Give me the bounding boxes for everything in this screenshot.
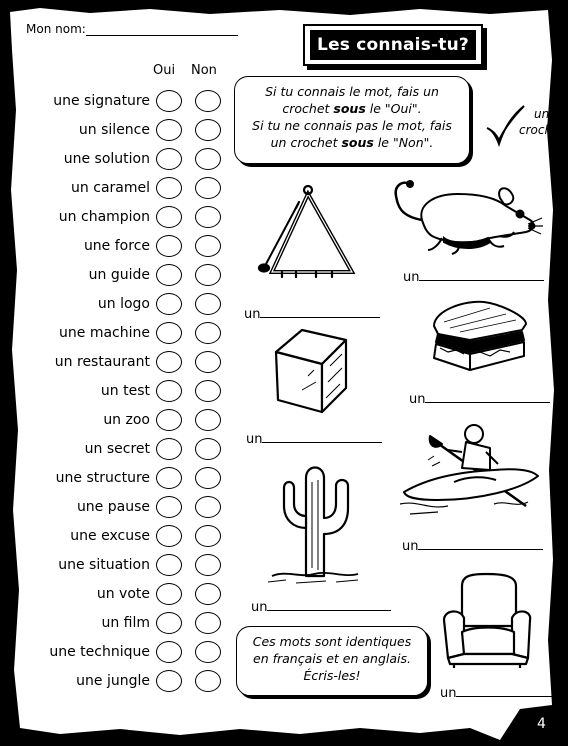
- non-bubble[interactable]: [195, 148, 221, 170]
- non-bubble[interactable]: [195, 206, 221, 228]
- oui-bubble[interactable]: [156, 119, 182, 141]
- instructions-line: Si tu connais le mot, fais un: [265, 84, 439, 99]
- word-label: une structure: [55, 470, 150, 486]
- answer-line-1[interactable]: un: [244, 305, 380, 322]
- non-bubble[interactable]: [195, 409, 221, 431]
- instructions-line: un crochet sous le "Non".: [270, 135, 434, 150]
- word-label: un logo: [97, 296, 150, 312]
- oui-bubble[interactable]: [156, 670, 182, 692]
- oui-bubble[interactable]: [156, 322, 182, 344]
- page-number: 4: [537, 716, 546, 732]
- word-label: une jungle: [76, 673, 150, 689]
- oui-bubble[interactable]: [156, 467, 182, 489]
- cactus-icon: [266, 458, 362, 586]
- non-bubble[interactable]: [195, 525, 221, 547]
- note-line: en français et en anglais.: [253, 651, 411, 666]
- note-line: Écris-les!: [303, 668, 361, 683]
- answer-line-6[interactable]: un: [402, 537, 543, 554]
- oui-bubble[interactable]: [156, 264, 182, 286]
- name-field[interactable]: [86, 35, 238, 36]
- note-box: [236, 626, 428, 696]
- armchair-icon: [440, 572, 534, 668]
- non-bubble[interactable]: [195, 467, 221, 489]
- word-label: une force: [83, 238, 150, 254]
- answer-line-7[interactable]: un: [440, 684, 556, 701]
- word-label: une technique: [49, 644, 150, 660]
- sandwich-icon: [430, 298, 530, 380]
- word-label: un silence: [78, 122, 150, 138]
- word-label: une pause: [76, 499, 150, 515]
- word-label: une situation: [58, 557, 150, 573]
- non-bubble[interactable]: [195, 90, 221, 112]
- note-line: Ces mots sont identiques: [252, 634, 412, 649]
- non-bubble[interactable]: [195, 322, 221, 344]
- oui-bubble[interactable]: [156, 90, 182, 112]
- oui-bubble[interactable]: [156, 380, 182, 402]
- page-title: Les connais-tu?: [310, 30, 476, 60]
- kayak-icon: [398, 420, 546, 522]
- oui-bubble[interactable]: [156, 235, 182, 257]
- non-bubble[interactable]: [195, 235, 221, 257]
- word-label: une excuse: [70, 528, 150, 544]
- instructions-line: crochet sous le "Oui".: [282, 101, 422, 116]
- word-label: un guide: [88, 267, 150, 283]
- word-label: une solution: [63, 151, 150, 167]
- oui-bubble[interactable]: [156, 525, 182, 547]
- word-label: un film: [101, 615, 150, 631]
- non-bubble[interactable]: [195, 641, 221, 663]
- rat-icon: [388, 176, 544, 262]
- non-bubble[interactable]: [195, 612, 221, 634]
- non-bubble[interactable]: [195, 119, 221, 141]
- word-label: une signature: [53, 93, 150, 109]
- non-bubble[interactable]: [195, 670, 221, 692]
- word-label: un champion: [58, 209, 150, 225]
- oui-bubble[interactable]: [156, 177, 182, 199]
- answer-line-2[interactable]: un: [403, 268, 544, 285]
- word-label: un vote: [96, 586, 150, 602]
- oui-bubble[interactable]: [156, 148, 182, 170]
- oui-bubble[interactable]: [156, 351, 182, 373]
- oui-bubble[interactable]: [156, 293, 182, 315]
- word-label: un zoo: [103, 412, 150, 428]
- oui-bubble[interactable]: [156, 641, 182, 663]
- non-bubble[interactable]: [195, 264, 221, 286]
- non-bubble[interactable]: [195, 438, 221, 460]
- triangle-instrument-icon: [252, 180, 362, 290]
- word-label: un test: [100, 383, 150, 399]
- answer-line-4[interactable]: un: [409, 390, 550, 407]
- check-label: un crochet: [519, 107, 565, 137]
- oui-bubble[interactable]: [156, 206, 182, 228]
- non-bubble[interactable]: [195, 554, 221, 576]
- cube-icon: [268, 326, 352, 416]
- non-bubble[interactable]: [195, 380, 221, 402]
- word-label: un secret: [84, 441, 150, 457]
- column-header-non: Non: [191, 63, 217, 78]
- non-bubble[interactable]: [195, 496, 221, 518]
- word-label: une machine: [59, 325, 150, 341]
- non-bubble[interactable]: [195, 177, 221, 199]
- column-header-oui: Oui: [153, 63, 176, 78]
- instructions-box: [234, 76, 470, 164]
- answer-line-5[interactable]: un: [251, 598, 391, 615]
- non-bubble[interactable]: [195, 293, 221, 315]
- word-label: un caramel: [71, 180, 150, 196]
- oui-bubble[interactable]: [156, 583, 182, 605]
- word-label: un restaurant: [54, 354, 150, 370]
- oui-bubble[interactable]: [156, 438, 182, 460]
- oui-bubble[interactable]: [156, 409, 182, 431]
- oui-bubble[interactable]: [156, 496, 182, 518]
- non-bubble[interactable]: [195, 583, 221, 605]
- name-label: Mon nom:: [26, 22, 86, 36]
- oui-bubble[interactable]: [156, 612, 182, 634]
- oui-bubble[interactable]: [156, 554, 182, 576]
- instructions-line: Si tu ne connais pas le mot, fais: [252, 118, 452, 133]
- title-box: [303, 24, 483, 66]
- answer-line-3[interactable]: un: [246, 430, 382, 447]
- non-bubble[interactable]: [195, 351, 221, 373]
